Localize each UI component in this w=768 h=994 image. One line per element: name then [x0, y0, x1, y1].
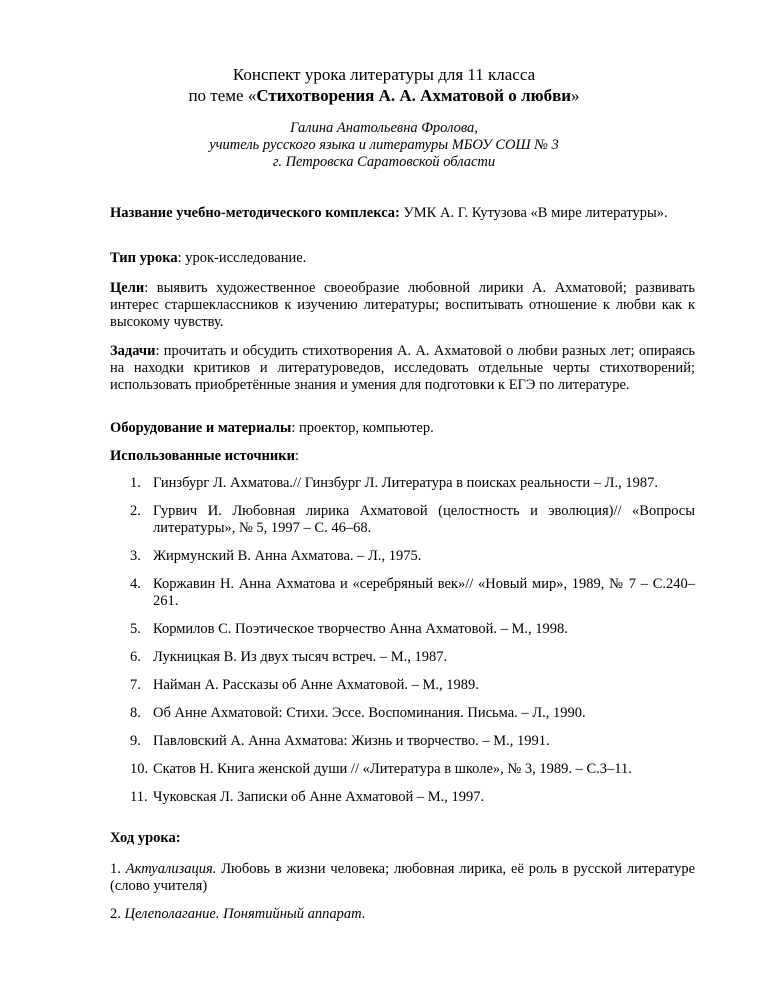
list-item-number: 11. [130, 789, 148, 805]
lesson-type-label: Тип урока [110, 250, 178, 266]
tasks-value: : прочитать и обсудить стихотворения А. А. Ахматовой о любви разных лет; опираясь на находки критиков и литературоведов, исследовать отдельные черты стихотворений; использовать приобретённые знания и умения для подготовки к ЕГЭ по литературе. [110, 343, 695, 393]
lesson-type-paragraph [110, 250, 695, 267]
list-item [110, 621, 695, 638]
sources-colon: : [294, 448, 299, 464]
list-item [110, 677, 695, 694]
goals-label: Цели [110, 280, 145, 296]
list-item-text: Кормилов С. Поэтическое творчество Анна Ахматовой. – М., 1998. [153, 621, 568, 637]
list-item-text: Гурвич И. Любовная лирика Ахматовой (целостность и эволюция)// «Вопросы литературы», № 5, 1997 – С. 46–68. [153, 503, 695, 536]
step-number: 1. [110, 861, 126, 877]
list-item-number: 1. [130, 475, 141, 491]
list-item-text: Скатов Н. Книга женской души // «Литература в школе», № 3, 1989. – С.3–11. [153, 761, 632, 777]
course-step-2 [110, 906, 695, 923]
goals-paragraph [110, 280, 695, 331]
title-prefix: по теме « [188, 86, 257, 105]
list-item-number: 8. [130, 705, 141, 721]
author-position: учитель русского языка и литературы МБОУ СОШ № 3 [209, 137, 559, 153]
list-item-text: Гинзбург Л. Ахматова.// Гинзбург Л. Литература в поисках реальности – Л., 1987. [153, 475, 658, 491]
list-item-text: Чуковская Л. Записки об Анне Ахматовой – М., 1997. [153, 789, 485, 805]
tasks-paragraph [110, 343, 695, 394]
list-item [110, 649, 695, 666]
tasks-label: Задачи [110, 343, 156, 359]
document-title-line1: Конспект урока литературы для 11 класса [232, 65, 536, 84]
step-text: Любовь в жизни человека; любовная лирика, её роль в русской литературе (слово учителя) [110, 861, 695, 894]
sources-label: Использованные источники [110, 448, 295, 464]
sources-heading [110, 448, 695, 465]
list-item-text: Об Анне Ахматовой: Стихи. Эссе. Воспоминания. Письма. – Л., 1990. [153, 705, 586, 721]
list-item-number: 10. [130, 761, 149, 777]
equipment-value: : проектор, компьютер. [291, 420, 434, 436]
sources-list [110, 475, 695, 817]
document-title-line2 [0, 86, 768, 106]
list-item [110, 503, 695, 537]
list-item-text: Жирмунский В. Анна Ахматова. – Л., 1975. [153, 548, 422, 564]
list-item-number: 6. [130, 649, 141, 665]
list-item-number: 3. [130, 548, 141, 564]
author-city: г. Петровска Саратовской области [272, 154, 496, 170]
equipment-label: Оборудование и материалы [110, 420, 292, 436]
step-end: . [361, 906, 366, 922]
list-item-number: 4. [130, 576, 141, 592]
equipment-paragraph [110, 420, 695, 437]
list-item [110, 789, 695, 806]
list-item-number: 2. [130, 503, 141, 519]
complex-paragraph [110, 205, 695, 222]
step-number: 2. [110, 906, 125, 922]
list-item-number: 9. [130, 733, 141, 749]
course-heading [110, 830, 695, 847]
list-item [110, 548, 695, 565]
step-title: Целеполагание. Понятийный аппарат [124, 906, 362, 922]
list-item [110, 761, 695, 778]
course-step-1 [110, 861, 695, 895]
list-item [110, 705, 695, 722]
goals-value: : выявить художественное своеобразие любовной лирики А. Ахматовой; развивать интерес старшеклассников к изучению литературы; воспитывать отношение к любви как к высокому чувству. [110, 280, 695, 330]
author-name: Галина Анатольевна Фролова, [290, 120, 478, 136]
list-item-text: Найман А. Рассказы об Анне Ахматовой. – М., 1989. [153, 677, 479, 693]
list-item-number: 7. [130, 677, 141, 693]
list-item [110, 576, 695, 610]
course-heading-text: Ход урока: [110, 830, 181, 846]
complex-value: УМК А. Г. Кутузова «В мире литературы». [399, 205, 668, 221]
title-suffix: » [571, 86, 580, 105]
title-topic: Стихотворения А. А. Ахматовой о любви [256, 86, 572, 105]
complex-label: Название учебно-методического комплекса: [110, 205, 400, 221]
list-item-text: Коржавин Н. Анна Ахматова и «серебряный век»// «Новый мир», 1989, № 7 – С.240–261. [153, 576, 695, 609]
step-title: Актуализация. [125, 861, 217, 877]
list-item-number: 5. [130, 621, 141, 637]
lesson-type-value: : урок-исследование. [177, 250, 307, 266]
list-item-text: Лукницкая В. Из двух тысяч встреч. – М., 1987. [153, 649, 448, 665]
list-item-text: Павловский А. Анна Ахматова: Жизнь и творчество. – М., 1991. [153, 733, 550, 749]
list-item [110, 475, 695, 492]
list-item [110, 733, 695, 750]
